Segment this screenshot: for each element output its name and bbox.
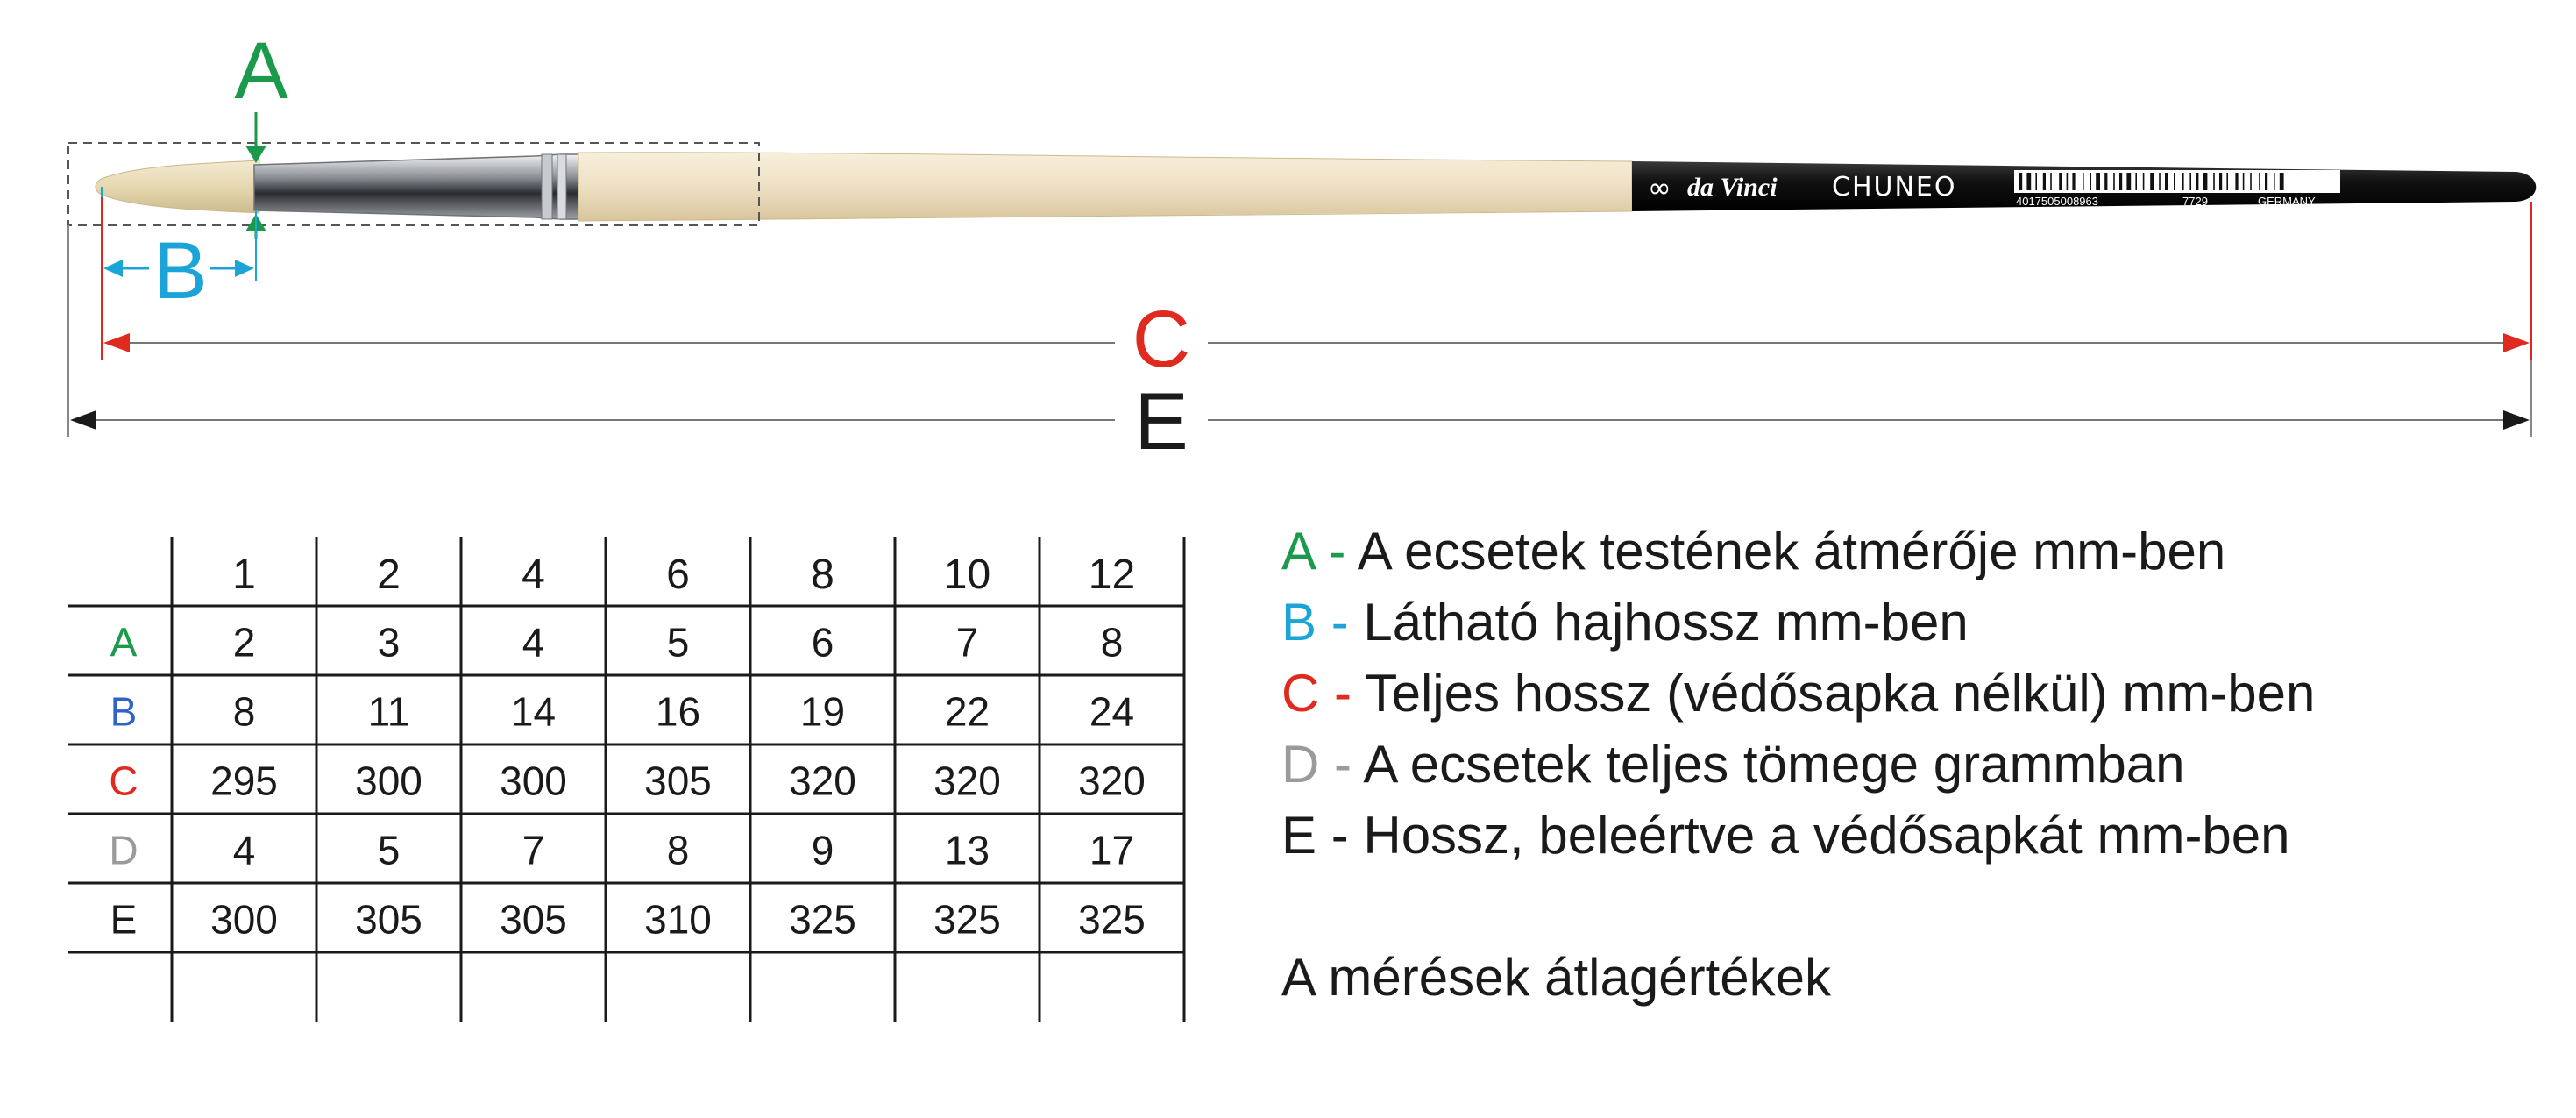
note-text: A mérések átlagértékek <box>1281 948 1831 1007</box>
barcode-bar <box>2090 173 2091 190</box>
table-cell: 320 <box>1078 758 1146 804</box>
table-cell: 13 <box>944 827 990 873</box>
table-cell: 14 <box>510 688 557 735</box>
legend-sep-a: - <box>1313 522 1358 580</box>
barcode-bar <box>2235 173 2238 190</box>
dim-e-arrow-left <box>70 410 96 430</box>
origin-text: GERMANY <box>2258 195 2316 208</box>
barcode-bar <box>2043 173 2046 190</box>
table-cell: 7 <box>955 619 979 666</box>
table-cell: 320 <box>789 758 856 804</box>
barcode-bar <box>2150 173 2154 190</box>
barcode-bar <box>2143 173 2145 190</box>
barcode-bar <box>2126 173 2131 190</box>
brush-diagram <box>0 0 2576 491</box>
table-row-label: A <box>110 619 138 666</box>
table-cell: 305 <box>644 758 712 804</box>
table-cell: 8 <box>1100 619 1124 666</box>
barcode-bar <box>2265 173 2267 190</box>
barcode-bar <box>2174 173 2175 190</box>
dim-c-arrow-left <box>103 333 130 352</box>
table-cell: 325 <box>933 896 1001 943</box>
legend-key-e: E <box>1281 806 1317 865</box>
dim-c-arrow-right <box>2503 333 2530 352</box>
barcode-bar <box>2159 173 2161 190</box>
barcode-bar <box>2226 173 2228 190</box>
table-cell: 24 <box>1089 688 1135 735</box>
table-row-label: D <box>109 827 138 873</box>
table-cell: 8 <box>666 827 690 873</box>
barcode-bar <box>2196 173 2198 190</box>
legend-key-d: D <box>1281 735 1320 794</box>
legend-item-d <box>1281 729 2509 800</box>
barcode-bar <box>2026 173 2031 190</box>
legend-sep-b: - <box>1316 593 1364 652</box>
table-cell: 4 <box>232 827 256 873</box>
barcode-bar <box>2259 173 2260 190</box>
legend-key-c: C <box>1281 664 1320 723</box>
brush-handle-wood <box>578 153 1632 221</box>
dim-b-arrow-left <box>103 260 123 277</box>
table-cell: 19 <box>799 688 846 735</box>
table-header-cell: 4 <box>522 552 545 598</box>
table-cell: 7 <box>522 827 545 873</box>
legend-key-b: B <box>1281 593 1317 652</box>
table-cell: 295 <box>210 758 278 804</box>
brush-bristles <box>96 160 259 213</box>
brush-ferrule <box>254 154 578 219</box>
barcode-bar <box>2067 173 2069 190</box>
dim-a-arrow-top <box>245 146 266 163</box>
barcode-bar <box>2113 173 2115 190</box>
table-cell: 300 <box>355 758 422 804</box>
brand-symbol: ∞ <box>1648 171 1671 204</box>
barcode-bar <box>2182 173 2184 190</box>
barcode-bar <box>2203 173 2208 190</box>
table-row-label: E <box>110 896 138 943</box>
table-cell: 305 <box>355 896 422 943</box>
table-cell: 16 <box>655 688 701 735</box>
table-header-cell: 12 <box>1088 552 1136 598</box>
table-header-cell: 10 <box>943 552 991 598</box>
table-cell: 6 <box>811 619 834 666</box>
table-cell: 5 <box>377 827 401 873</box>
barcode-number: 4017505008963 <box>2016 195 2098 208</box>
table-header-cell: 2 <box>377 552 401 598</box>
table-cell: 4 <box>522 619 545 666</box>
legend-item-a <box>1281 516 2509 587</box>
barcode-bar <box>2213 173 2215 190</box>
legend-spacer <box>1281 871 2509 942</box>
table-row-label: B <box>110 688 138 735</box>
barcode-bar <box>2104 173 2107 190</box>
dim-e-arrow-right <box>2503 410 2530 430</box>
table-cell: 9 <box>811 827 834 873</box>
table-cell: 300 <box>210 896 278 943</box>
table-header-cell: 1 <box>232 552 256 598</box>
product-code: 7729 <box>2182 195 2208 208</box>
barcode-bar <box>2072 173 2075 190</box>
barcode-bar <box>2050 173 2052 190</box>
table-cell: 3 <box>377 619 401 666</box>
barcode-bar <box>2165 173 2168 190</box>
barcode-bar <box>2119 173 2122 190</box>
brand-name: da Vinci <box>1687 173 1778 202</box>
barcode-bar <box>2189 173 2191 190</box>
legend-item-e <box>1281 800 2509 871</box>
label-b: B <box>153 226 208 316</box>
legend-sep-c: - <box>1319 664 1366 723</box>
table-cell: 8 <box>232 688 256 735</box>
table-cell: 300 <box>500 758 567 804</box>
barcode-bar <box>2096 173 2100 190</box>
label-e: E <box>1134 377 1189 466</box>
table-cell: 17 <box>1089 827 1135 873</box>
barcode-bar <box>2035 173 2037 190</box>
series-name: CHUNEO <box>1832 172 1957 203</box>
label-a: A <box>234 26 288 116</box>
measurement-table <box>68 537 1208 1028</box>
table-header-cell: 8 <box>811 552 834 598</box>
legend-item-b <box>1281 587 2509 658</box>
table-cell: 325 <box>1078 896 1146 943</box>
label-c: C <box>1132 295 1191 384</box>
ferrule-crimp <box>557 154 566 219</box>
legend-text-a: A ecsetek testének átmérője mm-ben <box>1357 522 2226 580</box>
barcode-bar <box>2019 173 2022 190</box>
legend-sep-e: - <box>1316 806 1364 865</box>
dim-b-arrow-right <box>235 260 254 277</box>
legend-item-c <box>1281 658 2509 729</box>
table-header-cell: 6 <box>666 552 690 598</box>
barcode-bar <box>2274 173 2275 190</box>
table-cell: 11 <box>367 688 410 735</box>
ferrule-crimp <box>542 154 552 219</box>
barcode-bar <box>2135 173 2137 190</box>
table-cell: 310 <box>644 896 712 943</box>
legend-sep-d: - <box>1319 735 1364 794</box>
table-cell: 22 <box>944 688 990 735</box>
barcode <box>2014 170 2340 193</box>
barcode-bar <box>2243 173 2245 190</box>
table-cell: 2 <box>232 619 256 666</box>
barcode-bar <box>2280 173 2284 190</box>
legend-text-c: Teljes hossz (védősapka nélkül) mm-ben <box>1365 664 2316 723</box>
legend-text-b: Látható hajhossz mm-ben <box>1363 593 1969 652</box>
legend-text-d: A ecsetek teljes tömege grammban <box>1363 735 2185 794</box>
table-cell: 325 <box>789 896 856 943</box>
legend-text-e: Hossz, beleértve a védősapkát mm-ben <box>1363 806 2290 865</box>
table-row-label: C <box>109 758 138 804</box>
barcode-bar <box>2250 173 2252 190</box>
table-cell: 5 <box>666 619 690 666</box>
legend-key-a: A <box>1281 522 1314 580</box>
table-cell: 305 <box>500 896 567 943</box>
table-cell: 320 <box>933 758 1001 804</box>
legend <box>1281 516 2509 1013</box>
barcode-bar <box>2219 173 2222 190</box>
barcode-bar <box>2059 173 2062 190</box>
barcode-background <box>2014 170 2340 193</box>
barcode-bar <box>2083 173 2084 190</box>
